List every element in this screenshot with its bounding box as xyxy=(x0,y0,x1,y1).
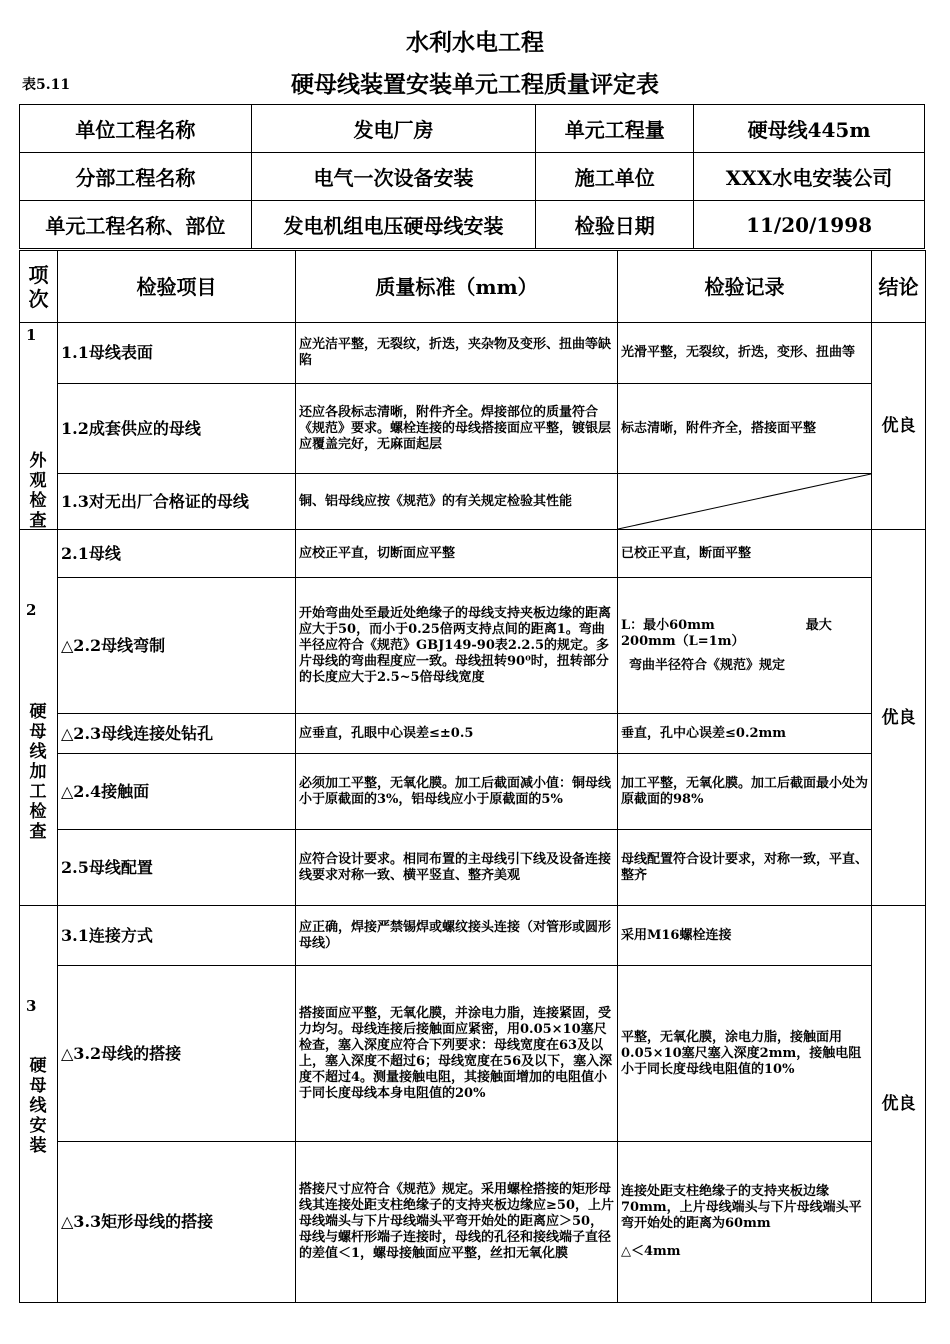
standard-2-1: 应校正平直，切断面应平整 xyxy=(296,530,618,578)
record-3-3-line2: △＜4mm xyxy=(621,1244,681,1259)
item-1-2: 1.2成套供应的母线 xyxy=(58,384,296,474)
group-3-char: 硬 xyxy=(29,1056,47,1076)
record-3-2: 平整，无氧化膜，涂电力脂，接触面用0.05×10塞尺塞入深度2mm，接触电阻小于同长度母线电阻值的10% xyxy=(618,966,872,1142)
group-2-number: 2 xyxy=(26,601,37,619)
conclusion-group-1: 优良 xyxy=(872,323,926,530)
record-3-1: 采用M16螺栓连接 xyxy=(618,906,872,966)
group-2-char: 线 xyxy=(29,742,47,762)
group-3-char: 安 xyxy=(29,1116,47,1136)
standard-1-1: 应光洁平整，无裂纹，折迭，夹杂物及变形、扭曲等缺陷 xyxy=(296,323,618,384)
group-2-label xyxy=(20,530,58,906)
group-2-char: 查 xyxy=(29,822,47,842)
record-3-3-line1: 连接处距支柱绝缘子的支持夹板边缘70mm，上片母线端头与下片母线端头平弯开始处的距离为60mm xyxy=(621,1184,862,1231)
standard-3-3: 搭接尺寸应符合《规范》规定。采用螺栓搭接的矩形母线其连接处距支柱绝缘子的支持夹板边缘应≥50，上片母线端头与下片母线端头平弯开始处的距离应＞50，母线与螺杆形端子连接时，母线的孔径和接线端子直径的差值＜1，螺母接触面应平整，丝扣无氧化膜 xyxy=(296,1142,618,1303)
sub-project-label: 分部工程名称 xyxy=(20,153,252,201)
group-2-char: 母 xyxy=(29,722,47,742)
header-item: 检验项目 xyxy=(58,251,296,323)
record-1-1: 光滑平整，无裂纹，折迭，变形、扭曲等 xyxy=(618,323,872,384)
contractor-label: 施工单位 xyxy=(536,153,694,201)
table-number: 表5.11 xyxy=(22,77,71,93)
header-seq-a: 项 xyxy=(28,262,49,287)
group-2-char: 工 xyxy=(29,782,47,802)
group-1-number: 1 xyxy=(26,326,37,344)
item-3-1: 3.1连接方式 xyxy=(58,906,296,966)
header-record: 检验记录 xyxy=(618,251,872,323)
record-2-2-line1: L：最小60mm 最大200mm（L=1m） xyxy=(621,617,832,649)
group-3-char: 线 xyxy=(29,1096,47,1116)
item-2-2: △2.2母线弯制 xyxy=(58,578,296,714)
date-value: 11/20/1998 xyxy=(694,201,925,249)
record-3-3 xyxy=(618,1142,872,1303)
item-2-3: △2.3母线连接处钻孔 xyxy=(58,714,296,754)
date-label: 检验日期 xyxy=(536,201,694,249)
unit-project-value: 发电厂房 xyxy=(251,105,536,153)
group-2-char: 加 xyxy=(29,762,47,782)
unit-project-label: 单位工程名称 xyxy=(20,105,252,153)
conclusion-group-3: 优良 xyxy=(872,906,926,1303)
group-1-char: 查 xyxy=(29,511,47,531)
group-1-char: 观 xyxy=(29,471,47,491)
group-1-label xyxy=(20,323,58,530)
item-1-1: 1.1母线表面 xyxy=(58,323,296,384)
record-2-1: 已校正平直，断面平整 xyxy=(618,530,872,578)
standard-3-1: 应正确，焊接严禁锡焊或螺纹接头连接（对管形或圆形母线） xyxy=(296,906,618,966)
inspection-table xyxy=(19,250,926,1303)
item-2-4: △2.4接触面 xyxy=(58,754,296,830)
header-conclusion: 结论 xyxy=(872,251,926,323)
element-value: 发电机组电压硬母线安装 xyxy=(251,201,536,249)
record-2-3: 垂直，孔中心误差≤0.2mm xyxy=(618,714,872,754)
item-2-5: 2.5母线配置 xyxy=(58,830,296,906)
standard-1-2: 还应各段标志清晰，附件齐全。焊接部位的质量符合《规范》要求。螺栓连接的母线搭接面应平整，镀银层应覆盖完好，无麻面起层 xyxy=(296,384,618,474)
group-1-char: 检 xyxy=(29,491,47,511)
group-2-char: 硬 xyxy=(29,702,47,722)
record-2-5: 母线配置符合设计要求，对称一致，平直、整齐 xyxy=(618,830,872,906)
standard-2-3: 应垂直，孔眼中心误差≤±0.5 xyxy=(296,714,618,754)
group-2-char: 检 xyxy=(29,802,47,822)
item-3-3: △3.3矩形母线的搭接 xyxy=(58,1142,296,1303)
record-2-2-line2: 弯曲半径符合《规范》规定 xyxy=(629,657,786,673)
standard-3-2: 搭接面应平整，无氧化膜，并涂电力脂，连接紧固，受力均匀。母线连接后接触面应紧密，用0.05×10塞尺检查，塞入深度应符合下列要求：母线宽度在63及以上，塞入深度不超过6；母线宽度在56及以下，塞入深度不超过4。测量接触电阻，其接触面增加的电阻值小于同长度母线本身电阻值的20% xyxy=(296,966,618,1142)
group-3-char: 母 xyxy=(29,1076,47,1096)
title-line-2: 硬母线装置安装单元工程质量评定表 xyxy=(291,71,659,98)
header-seq-b: 次 xyxy=(28,286,49,311)
element-label: 单元工程名称、部位 xyxy=(20,201,252,249)
header-standard: 质量标准（mm） xyxy=(296,251,618,323)
item-1-3: 1.3对无出厂合格证的母线 xyxy=(58,474,296,530)
group-3-label xyxy=(20,906,58,1303)
group-1-char: 外 xyxy=(29,451,47,471)
header-seq xyxy=(20,251,58,323)
record-1-3-empty xyxy=(618,474,872,530)
info-table xyxy=(19,104,925,249)
diagonal-strike xyxy=(618,474,871,529)
group-3-number: 3 xyxy=(26,997,37,1015)
unit-quantity-label: 单元工程量 xyxy=(536,105,694,153)
standard-2-5: 应符合设计要求。相同布置的主母线引下线及设备连接线要求对称一致、横平竖直、整齐美观 xyxy=(296,830,618,906)
record-2-4: 加工平整，无氧化膜。加工后截面最小处为原截面的98% xyxy=(618,754,872,830)
record-1-2: 标志清晰，附件齐全，搭接面平整 xyxy=(618,384,872,474)
sub-project-value: 电气一次设备安装 xyxy=(251,153,536,201)
item-2-1: 2.1母线 xyxy=(58,530,296,578)
title-line-1: 水利水电工程 xyxy=(406,29,544,56)
unit-quantity-value: 硬母线445m xyxy=(694,105,925,153)
standard-1-3: 铜、铝母线应按《规范》的有关规定检验其性能 xyxy=(296,474,618,530)
group-3-char: 装 xyxy=(29,1136,47,1156)
item-3-2: △3.2母线的搭接 xyxy=(58,966,296,1142)
conclusion-group-2: 优良 xyxy=(872,530,926,906)
record-2-2 xyxy=(618,578,872,714)
contractor-value: XXX水电安装公司 xyxy=(694,153,925,201)
standard-2-4: 必须加工平整，无氧化膜。加工后截面减小值：铜母线小于原截面的3%，铝母线应小于原截面的5% xyxy=(296,754,618,830)
standard-2-2: 开始弯曲处至最近处绝缘子的母线支持夹板边缘的距离应大于50，而小于0.25倍两支持点间的距离1。弯曲半径应符合《规范》GBJ149-90表2.2.5的规定。多片母线的弯曲程度应一致。母线扭转90⁰时，扭转部分的长度应大于2.5~5倍母线宽度 xyxy=(296,578,618,714)
